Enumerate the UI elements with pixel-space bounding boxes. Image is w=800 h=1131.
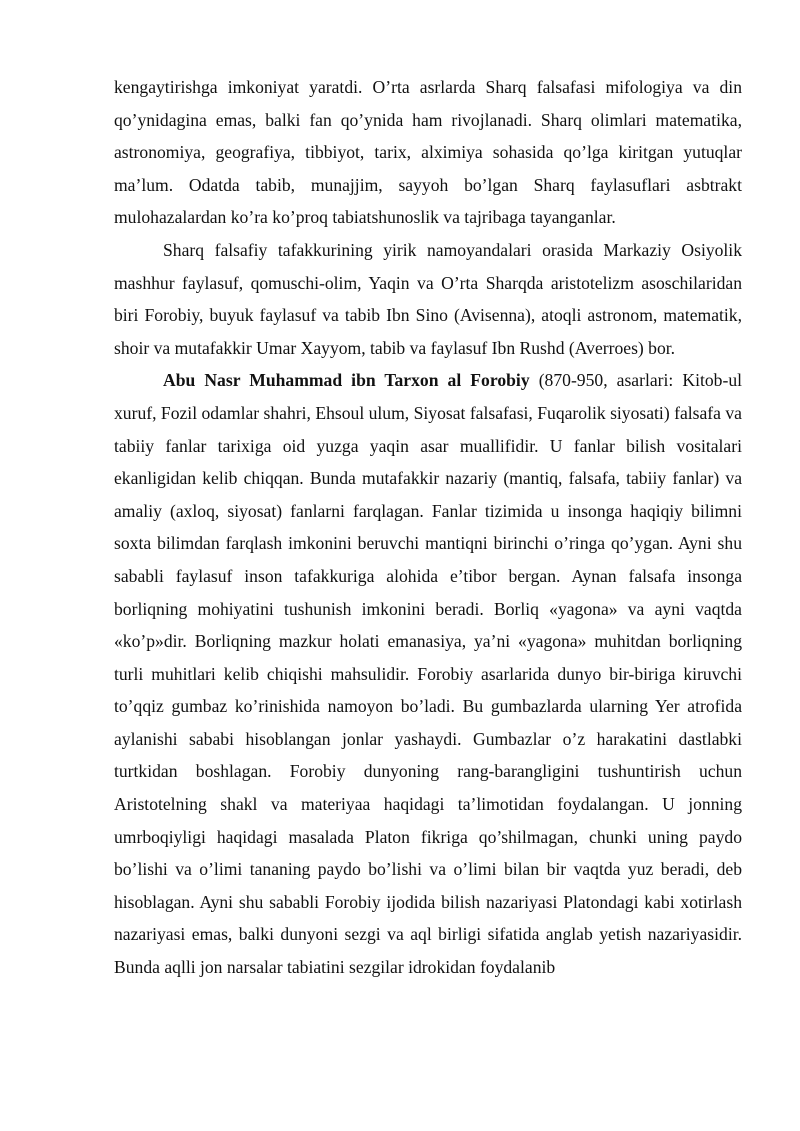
document-page: [114, 71, 742, 984]
forobiy-name-heading: Abu Nasr Muhammad ibn Tarxon al Forobiy: [163, 370, 530, 391]
forobiy-body-text: (870-950, asarlari: Kitob-ul xuruf, Fozil odamlar shahri, Ehsoul ulum, Siyosat falsafasi, Fuqarolik siyosati) falsafa va tabiiy fanlar tarixiga oid yuzga yaqin asar muallifidir. U fanlar bilish vositalari ekanligidan kelib chiqqan. Bunda mutafakkir nazariy (mantiq, falsafa, tabiiy fanlar) va amaliy (axloq, siyosat) fanlarni farqlagan. Fanlar tizimida u insonga haqiqiy bilimni soxta bilimdan farqlash imkonini beruvchi mantiqni birinchi o’ringa qo’ygan. Ayni shu sababli faylasuf inson tafakkuriga alohida e’tibor bergan. Aynan falsafa insonga borliqning mohiyatini tushunish imkonini beradi. Borliq «yagona» va ayni vaqtda «ko’p»dir. Borliqning mazkur holati emanasiya, ya’ni «yagona» muhitdan borliqning turli muhitlari kelib chiqishi mahsulidir. Forobiy asarlarida dunyo bir-biriga kiruvchi to’qqiz gumbaz ko’rinishida namoyon bo’ladi. Bu gumbazlarda ularning Yer atrofida aylanishi sababi hisoblangan jonlar yashaydi. Gumbazlar o’z harakatini dastlabki turtkidan boshlagan. Forobiy dunyoning rang-barangligini tushuntirish uchun Aristotelning shakl va materiyaa haqidagi ta’limotidan foydalangan. U jonning umrboqiyligi haqidagi masalada Platon fikriga qo’shilmagan, chunki uning paydo bo’lishi va o’limi tananing paydo bo’lishi va o’limi bilan bir vaqtda yuz beradi, deb hisoblagan. Ayni shu sababli Forobiy ijodida bilish nazariyasi Platondagi kabi xotirlash nazariyasi emas, balki dunyoni sezgi va aql birligi sifatida anglab yetish nazariyasidir. Bunda aqlli jon narsalar tabiatini sezgilar idrokidan foydalanib: [114, 370, 742, 978]
paragraph-forobiy: [114, 364, 742, 983]
paragraph-namoyandalar: Sharq falsafiy tafakkurining yirik namoyandalari orasida Markaziy Osiyolik mashhur faylasuf, qomuschi-olim, Yaqin va O’rta Sharqda aristotelizm asoschilaridan biri Forobiy, buyuk faylasuf va tabib Ibn Sino (Avisenna), atoqli astronom, matematik, shoir va mutafakkir Umar Xayyom, tabib va faylasuf Ibn Rushd (Averroes) bor.: [114, 239, 742, 358]
paragraph-sharq-falsafasi: kengaytirishga imkoniyat yaratdi. O’rta asrlarda Sharq falsafasi mifologiya va din qo’ynidagina emas, balki fan qo’ynida ham rivojlanadi. Sharq olimlari matematika, astronomiya, geografiya, tibbiyot, tarix, alximiya sohasida qo’lga kiritgan yutuqlar ma’lum. Odatda tabib, munajjim, sayyoh bo’lgan Sharq faylasuflari asbtrakt mulohazalardan ko’ra ko’proq tabiatshunoslik va tajribaga tayanganlar.: [114, 77, 742, 228]
